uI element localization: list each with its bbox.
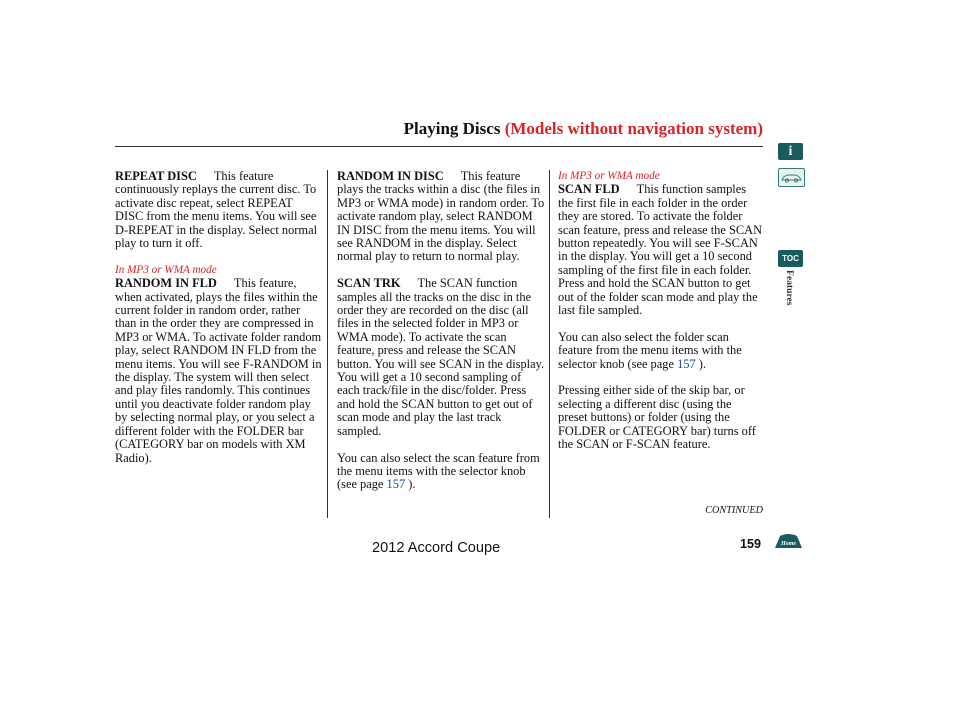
random-fld-term: RANDOM IN FLD [115,276,217,291]
repeat-disc-term: REPEAT DISC [115,169,197,183]
scan-trk-text: The SCAN function samples all the tracks on the disc in the order they are recorded on the disc (all files in the selected folder in MP3 or WMA mode). To activate the scan feature, press and release the SCAN button. You will see SCAN in the display. You will get a 10 second sampling of each track/file in the disc/folder. Press and hold the SCAN button to get out of scan mode and play the last track sampled. [337,276,545,438]
skip-bar-paragraph: Pressing either side of the skip bar, or selecting a different disc (using the preset buttons) or folder (using the FOLDER or CATEGORY bar) turns off the SCAN or F-SCAN feature. [558,383,756,452]
features-section-label: Features [784,270,795,306]
scan-trk-term: SCAN TRK [337,276,401,291]
column-3 [558,170,763,452]
page-link[interactable]: 157 [386,477,406,492]
scan-menu-text: You can also select the scan feature from the menu items with the selector knob (see page [337,450,540,492]
home-label: Home [781,541,796,547]
continued-label: CONTINUED [705,505,763,516]
column-2 [337,170,545,492]
page-header [404,119,763,139]
info-icon[interactable] [778,143,803,160]
info-icon-label: i [788,144,793,159]
repeat-disc-paragraph [115,170,323,250]
header-rule [115,146,763,147]
scan-menu-end: ). [408,477,416,492]
spacer [337,438,545,451]
car-icon[interactable] [778,168,805,187]
page-link[interactable]: 157 [677,356,696,371]
random-fld-text: This feature, when activated, plays the files within the current folder in random order, rather than in the order they are compressed in MP3 or WMA. To activate folder random play, select RANDOM IN FLD from the menu items. You will see F-RANDOM in the display. The system will then select and play files randomly. This continues until you deactivate folder random play by selecting normal play, or you select a different folder with the FOLDER bar (CATEGORY bar on models with XM Radio). [115,276,322,465]
random-disc-text: This feature plays the tracks within a disc (the files in MP3 or WMA mode) in random order. To activate random play, select RANDOM IN DISC from the menu items. You will see RANDOM in the display. Select normal play to return to normal play. [337,169,545,264]
scan-fld-paragraph [558,183,763,317]
section-subtitle: (Models without navigation system) [504,119,763,138]
column-divider [327,170,328,518]
home-icon [774,533,803,549]
folder-scan-menu-end: ). [698,356,706,371]
section-title: Playing Discs [403,119,501,138]
toc-label: TOC [782,254,799,263]
random-disc-paragraph [337,170,545,264]
page-number: 159 [740,537,762,551]
scan-fld-term: SCAN FLD [558,182,620,197]
scan-menu-paragraph [337,452,545,492]
home-button[interactable] [774,533,803,549]
car-outline-icon [779,169,804,186]
column-1 [115,170,323,465]
scan-fld-text: This function samples the first file in each folder in the order they are stored. To activate the folder scan feature, press and release the SCAN button repeatedly. You will see F-SCAN in the display. You will get a 10 second sampling of the first file in each folder. Press and hold the SCAN button to get out of the folder scan mode and play the last file sampled. [558,182,763,318]
footer-title: 2012 Accord Coupe [372,540,501,556]
spacer [558,317,763,330]
mode-label: In MP3 or WMA mode [558,170,660,182]
scan-trk-paragraph [337,277,545,438]
toc-button[interactable] [778,250,803,267]
random-disc-term: RANDOM IN DISC [337,169,444,183]
mode-label: In MP3 or WMA mode [115,263,217,276]
column-divider [549,170,550,518]
spacer [558,371,763,384]
folder-scan-menu-text: You can also select the folder scan feature from the menu items with the selector knob (see page [558,329,742,371]
spacer [337,264,545,277]
random-fld-paragraph [115,277,323,465]
folder-scan-menu-paragraph [558,331,763,371]
spacer [115,250,323,263]
repeat-disc-text: This feature continuously replays the current disc. To activate disc repeat, select REPEAT DISC from the menu items. You will see D-REPEAT in the display. Select normal play to turn it off. [115,169,318,251]
